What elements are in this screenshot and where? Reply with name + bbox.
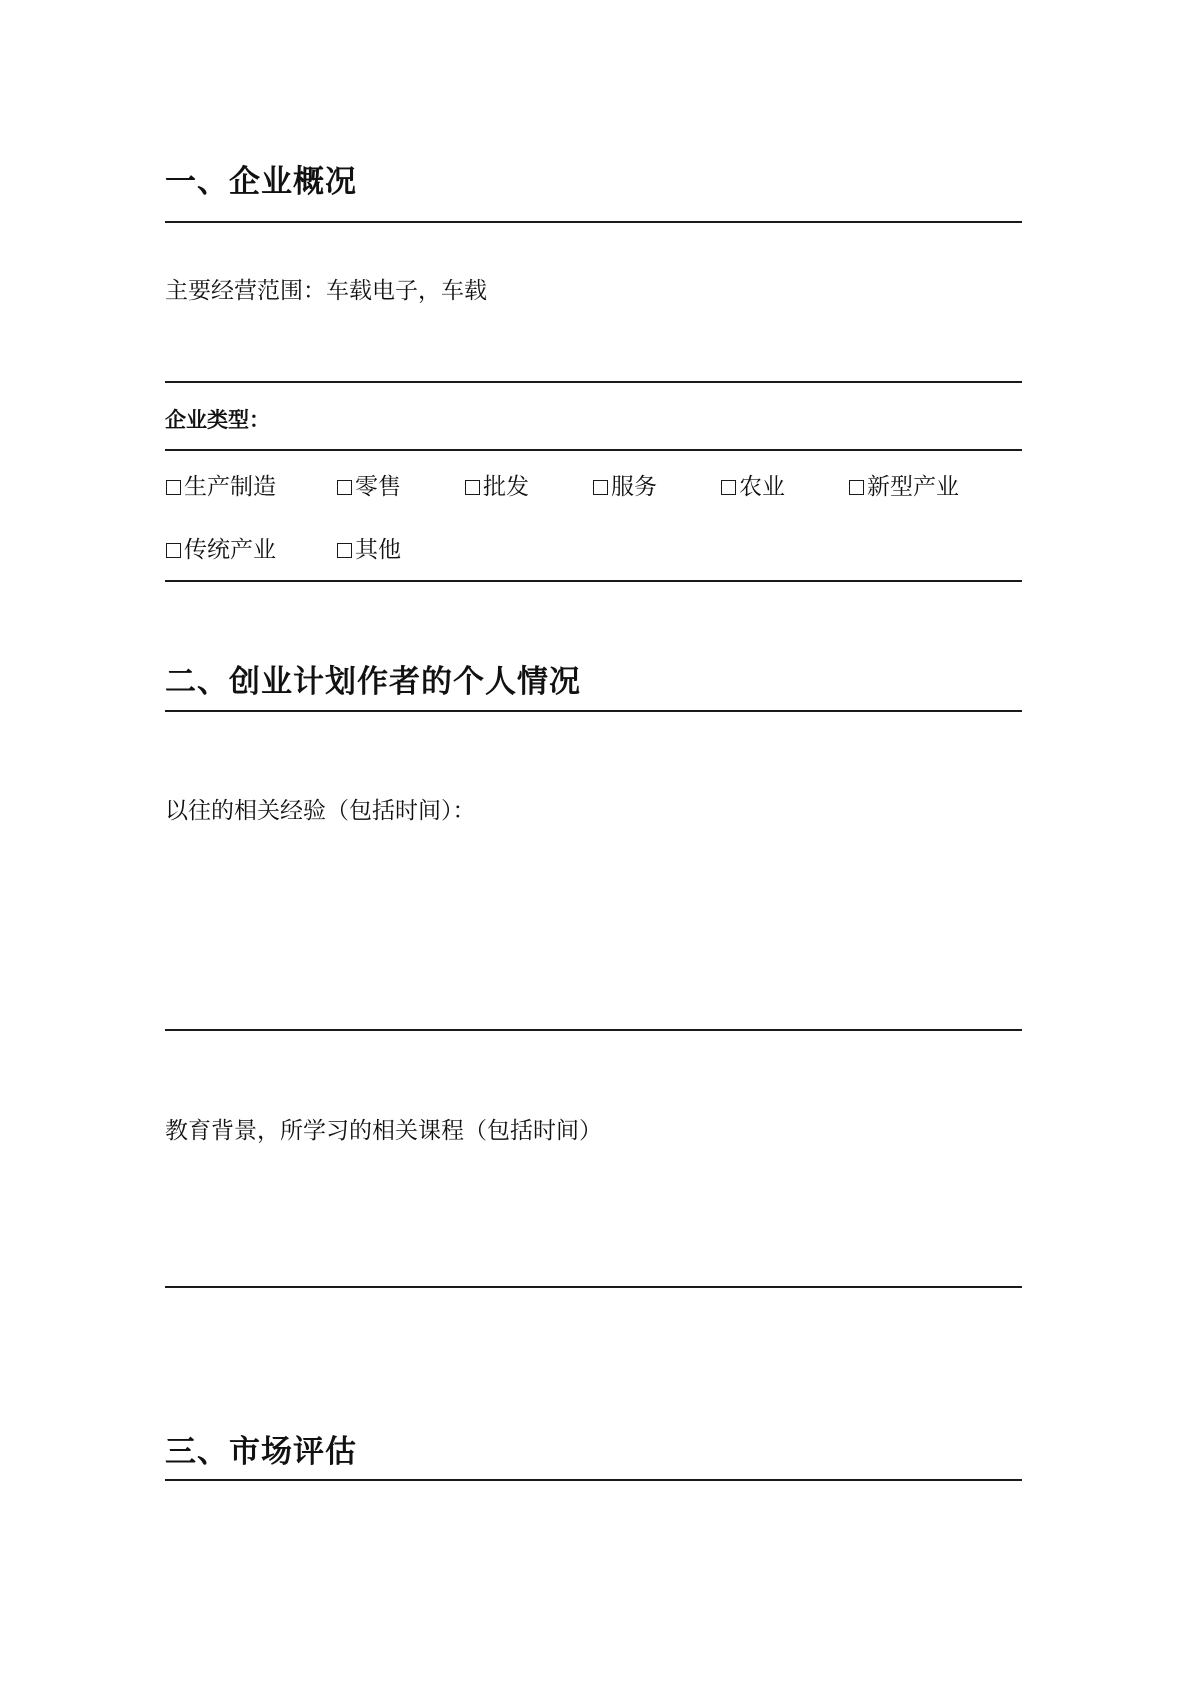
business-scope-value[interactable]: 车载电子，车载: [326, 278, 487, 304]
option-label: 传统产业: [184, 537, 276, 563]
option-new-industry[interactable]: [849, 473, 959, 501]
option-retail[interactable]: [337, 473, 401, 501]
checkbox[interactable]: [721, 480, 736, 495]
divider: [165, 221, 1022, 223]
option-traditional-industry[interactable]: [166, 536, 276, 564]
checkbox[interactable]: [337, 543, 352, 558]
divider: [165, 580, 1022, 582]
checkbox[interactable]: [166, 480, 181, 495]
option-label: 生产制造: [184, 474, 276, 500]
section-2-heading: 二、创业计划作者的个人情况: [165, 664, 581, 700]
option-service[interactable]: [593, 473, 657, 501]
option-label: 服务: [611, 474, 657, 500]
education-label: 教育背景，所学习的相关课程（包括时间）: [165, 1118, 602, 1144]
section-1-heading: 一、企业概况: [165, 164, 357, 200]
divider: [165, 1029, 1022, 1031]
section-3-heading: 三、市场评估: [165, 1434, 357, 1470]
option-label: 农业: [739, 474, 785, 500]
option-label: 零售: [355, 474, 401, 500]
enterprise-type-label: 企业类型：: [165, 408, 270, 432]
checkbox[interactable]: [465, 480, 480, 495]
checkbox[interactable]: [849, 480, 864, 495]
divider: [165, 449, 1022, 451]
business-scope-label: 主要经营范围：: [165, 278, 326, 304]
divider: [165, 710, 1022, 712]
divider: [165, 1286, 1022, 1288]
option-label: 新型产业: [867, 474, 959, 500]
divider: [165, 1479, 1022, 1481]
experience-label: 以往的相关经验（包括时间）：: [165, 798, 476, 824]
checkbox[interactable]: [166, 543, 181, 558]
option-other[interactable]: [337, 536, 401, 564]
option-label: 其他: [355, 537, 401, 563]
checkbox[interactable]: [337, 480, 352, 495]
option-label: 批发: [483, 474, 529, 500]
checkbox[interactable]: [593, 480, 608, 495]
divider: [165, 381, 1022, 383]
option-agriculture[interactable]: [721, 473, 785, 501]
option-wholesale[interactable]: [465, 473, 529, 501]
business-scope-row: [165, 277, 487, 305]
option-manufacturing[interactable]: [166, 473, 276, 501]
